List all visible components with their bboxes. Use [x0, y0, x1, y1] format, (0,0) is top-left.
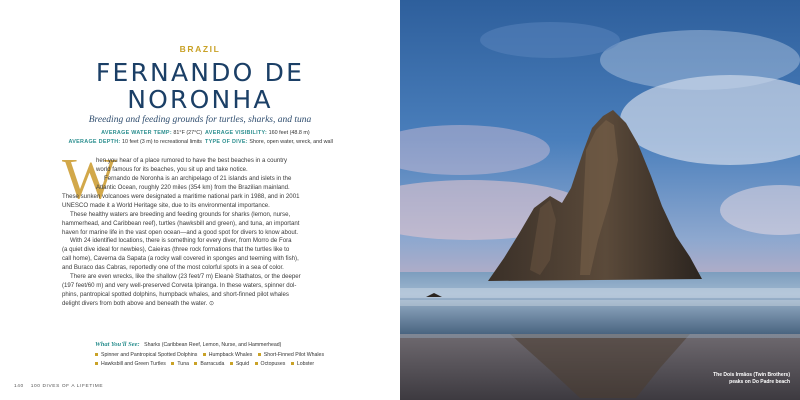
fact-label: AVERAGE VISIBILITY:	[205, 130, 268, 136]
facts-column-right	[205, 129, 345, 146]
article-line: world famous for its beaches, you sit up and take notice.	[96, 165, 248, 173]
article-line: call home), Caverna da Sapata (a rocky wall covered in sponges and teeming with fish),	[62, 255, 299, 263]
article-line: These healthy waters are breeding and feeding grounds for sharks (lemon, nurse,	[70, 210, 291, 218]
species-item: Tuna	[177, 361, 189, 367]
square-bullet-icon	[255, 362, 258, 365]
waterline	[400, 334, 800, 338]
square-bullet-icon	[291, 362, 294, 365]
article-line: With 24 identified locations, there is something for every diver, from Morro de Fora	[70, 237, 292, 245]
square-bullet-icon	[194, 362, 197, 365]
article-line: (a quiet dive ideal for newbies), Caieiras (three rock formations that the turtles like to	[62, 246, 290, 254]
species-item: Barracuda	[200, 361, 225, 367]
fact-value: 81°F (27°C)	[173, 130, 202, 136]
article-line: These sunken volcanoes were designated a maritime national park in 1988, and in 2001	[62, 192, 300, 200]
article-line: (197 feet/60 m) and very well-preserved Corveta Ipiranga. In these waters, spinner dol-	[62, 282, 297, 290]
article-line: hen you hear of a place rumored to have the best beaches in a country	[96, 157, 288, 164]
what-youll-see-row	[95, 360, 355, 370]
species-item: Hawksbill and Green Turtles	[101, 361, 166, 367]
country-kicker: BRAZIL	[179, 44, 221, 54]
square-bullet-icon	[258, 353, 261, 356]
species-item: Humpback Whales	[208, 351, 253, 358]
wave-foam	[400, 288, 800, 298]
article-line: delight divers from both above and beneath the water. ⊙	[62, 300, 215, 307]
facts-column-left	[62, 129, 202, 146]
article-line: haven for marine life in the vast open ocean—and a good spot for divers to know about.	[62, 228, 299, 236]
square-bullet-icon	[230, 362, 233, 365]
photo-illustration	[400, 0, 800, 400]
fact-value: 10 feet (3 m) to recreational limits	[122, 138, 202, 145]
caption-line: The Dois Irmãos (Twin Brothers)	[713, 372, 790, 378]
fact-value: Shore, open water, wreck, and wall	[249, 138, 333, 145]
fact-label: AVERAGE DEPTH:	[68, 138, 121, 145]
caption-line: peaks on Do Padre beach	[729, 379, 790, 385]
cloud-streak	[480, 22, 620, 58]
square-bullet-icon	[95, 353, 98, 356]
drop-cap: W	[62, 146, 117, 211]
article-line: Fernando de Noronha is an archipelago of 21 islands and islets in the	[104, 174, 292, 182]
article-line: Atlantic Ocean, roughly 220 miles (354 km) from the Brazilian mainland.	[96, 183, 290, 191]
wave-foam	[400, 300, 800, 306]
what-youll-see-row	[95, 340, 355, 351]
species-item: Spinner and Pantropical Spotted Dolphins	[101, 351, 198, 358]
fact-depth	[62, 138, 202, 147]
article-line: hammerhead, and Caribbean reef), turtles (hawksbill and green), and tuna, an important	[62, 219, 300, 227]
species-item: Lobster	[296, 361, 315, 367]
article-line: and Buraco das Cabras, reportedly one of the most colorful spots in a sea of color.	[62, 264, 284, 272]
species-item: Squid	[235, 361, 250, 367]
page-title-line1: FERNANDO DE	[95, 58, 305, 87]
photo-caption	[713, 372, 790, 386]
page-number: 140	[14, 384, 24, 389]
species-item: Octopuses	[260, 361, 286, 367]
fact-value: 160 feet (48.8 m)	[268, 130, 310, 136]
what-youll-see-row	[95, 351, 355, 361]
cloud-streak	[600, 30, 800, 90]
article-line: There are even wrecks, like the shallow (23 feet/7 m) Eleanè Stathatos, or the deeper	[70, 273, 301, 281]
page-footer	[14, 384, 103, 389]
square-bullet-icon	[203, 353, 206, 356]
what-youll-see-box	[95, 340, 355, 370]
fact-label: AVERAGE WATER TEMP:	[101, 130, 172, 136]
article-body	[62, 157, 338, 309]
square-bullet-icon	[171, 362, 174, 365]
page-subtitle: Breeding and feeding grounds for turtles, sharks, and tuna	[88, 115, 312, 125]
fact-label: TYPE OF DIVE:	[205, 138, 248, 145]
photo-twin-peaks	[400, 0, 800, 400]
article-line: phins, pantropical spotted dolphins, humpback whales, and short-finned pilot whales	[62, 291, 289, 299]
article-line: UNESCO made it a World Heritage site, due to its environmental importance.	[62, 201, 270, 209]
running-title: 100 DIVES OF A LIFETIME	[30, 384, 104, 389]
species-item: Short-Finned Pilot Whales	[263, 351, 325, 358]
species-item: Sharks (Caribbean Reef, Lemon, Nurse, and Hammerhead)	[144, 342, 282, 348]
fact-water-temp	[62, 129, 202, 138]
what-youll-see-label: What You'll See:	[95, 341, 140, 348]
fact-dive-type	[205, 138, 345, 147]
fact-visibility	[205, 129, 345, 138]
page-title-line2: NORONHA	[127, 85, 273, 114]
square-bullet-icon	[95, 362, 98, 365]
